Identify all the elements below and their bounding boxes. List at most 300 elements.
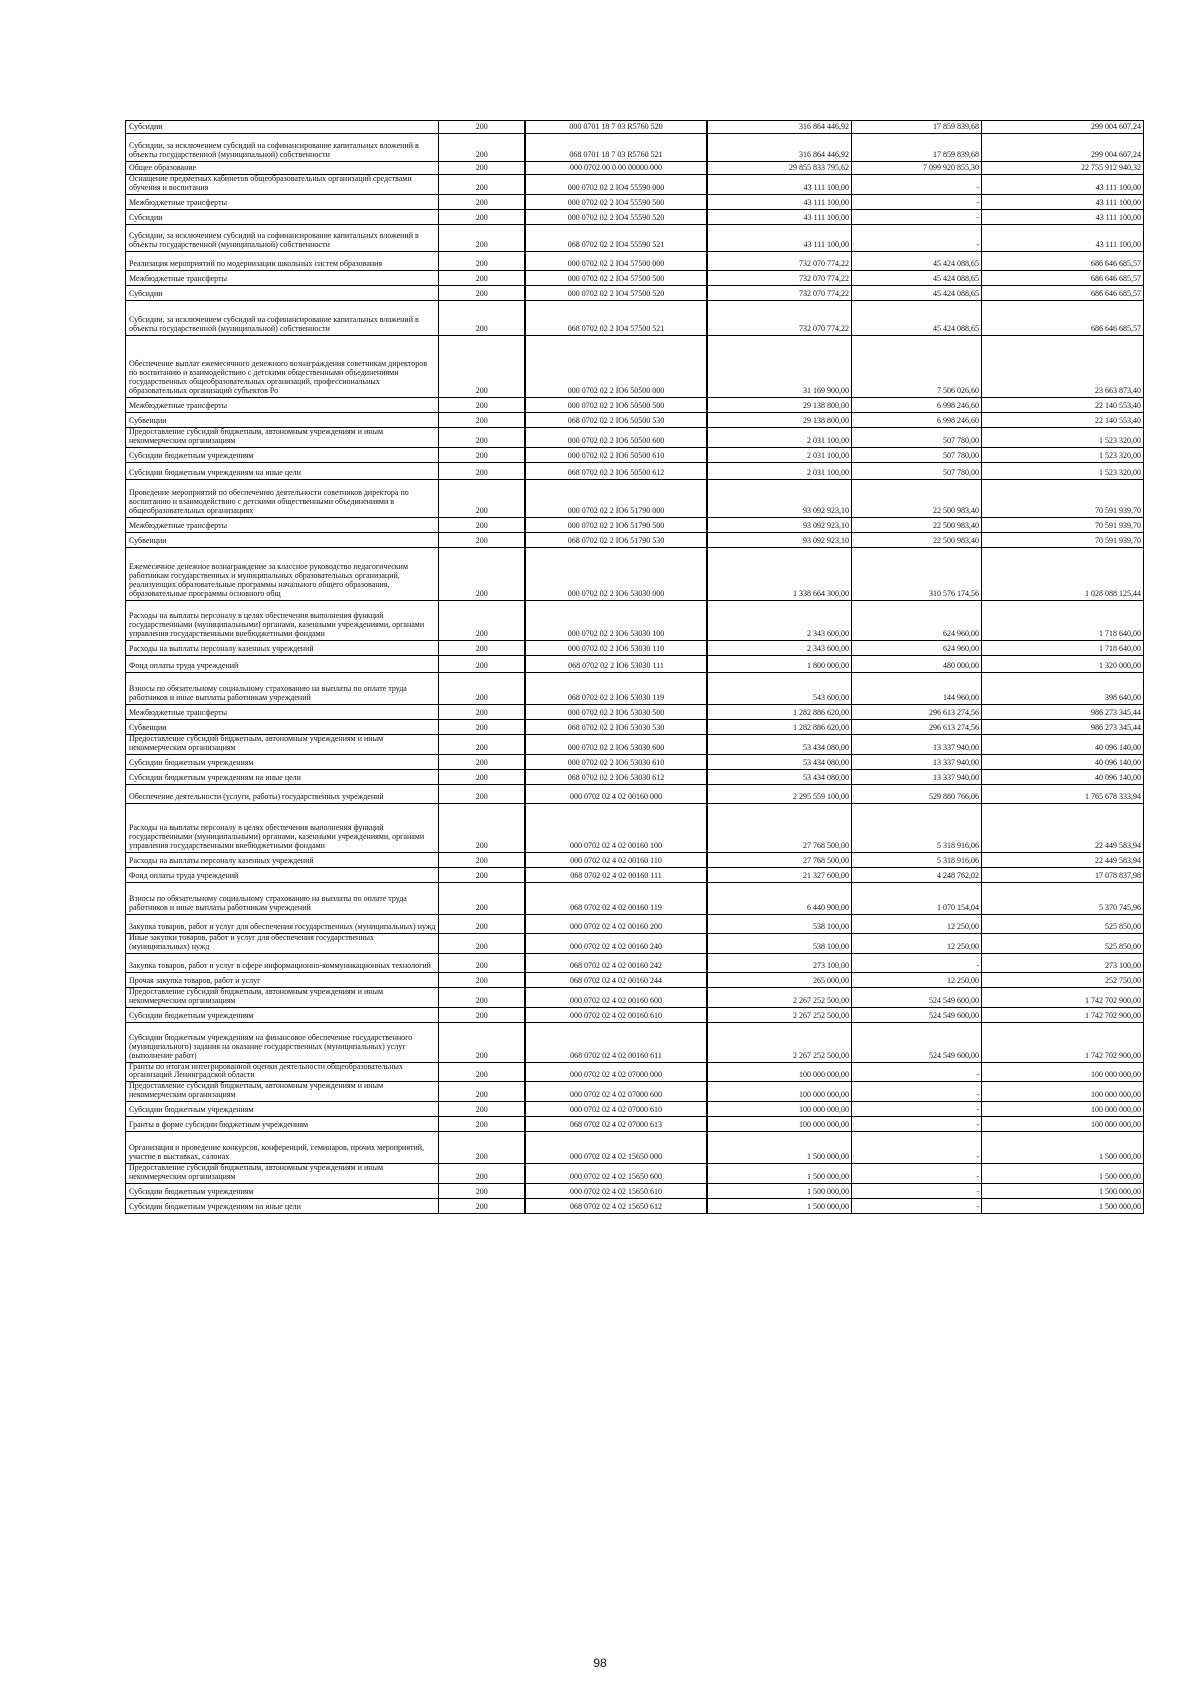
row-name: Субсидии бюджетным учреждениям — [126, 1102, 439, 1117]
row-kbk: 000 0702 02 2 IO6 51790 500 — [525, 517, 707, 532]
row-approved: 1 338 664 300,00 — [707, 547, 852, 600]
row-unexecuted: 1 742 702 900,00 — [982, 1007, 1144, 1022]
row-approved: 732 070 774,22 — [707, 251, 852, 270]
row-approved: 2 031 100,00 — [707, 427, 852, 447]
row-executed: - — [852, 953, 982, 972]
row-code: 200 — [439, 914, 525, 933]
row-executed: 7 099 920 855,30 — [852, 162, 982, 175]
row-kbk: 068 0702 02 2 IO6 51790 530 — [525, 532, 707, 547]
row-executed: 22 500 983,40 — [852, 517, 982, 532]
row-approved: 53 434 080,00 — [707, 769, 852, 784]
row-kbk: 068 0702 02 4 02 07000 613 — [525, 1117, 707, 1132]
row-kbk: 000 0702 02 2 IO4 55590 000 — [525, 175, 707, 195]
row-name: Субсидии бюджетным учреждениям на финансовое обеспечение государственного (муниципального) задания на оказание государственных (муниципальных) услуг (выполнение работ) — [126, 1022, 439, 1062]
row-approved: 316 864 446,92 — [707, 121, 852, 134]
row-unexecuted: 22 755 912 940,32 — [982, 162, 1144, 175]
row-code: 200 — [439, 270, 525, 285]
row-kbk: 000 0702 02 2 IO6 53030 610 — [525, 754, 707, 769]
row-executed: 144 960,00 — [852, 672, 982, 704]
row-approved: 43 111 100,00 — [707, 175, 852, 195]
row-kbk: 000 0702 02 2 IO6 53030 100 — [525, 600, 707, 640]
row-executed: 13 337 940,00 — [852, 769, 982, 784]
row-approved: 2 031 100,00 — [707, 462, 852, 479]
row-approved: 2 267 252 500,00 — [707, 987, 852, 1007]
row-approved: 1 500 000,00 — [707, 1199, 852, 1214]
row-executed: - — [852, 194, 982, 209]
row-executed: 45 424 088,65 — [852, 270, 982, 285]
row-code: 200 — [439, 852, 525, 867]
row-name: Расходы на выплаты персоналу казенных учреждений — [126, 640, 439, 655]
row-name: Субсидии — [126, 121, 439, 134]
row-code: 200 — [439, 1007, 525, 1022]
row-name: Фонд оплаты труда учреждений — [126, 867, 439, 882]
row-name: Субсидии, за исключением субсидий на софинансирование капитальных вложений в объекты государственной (муниципальной) собственности — [126, 134, 439, 162]
row-approved: 2 267 252 500,00 — [707, 1022, 852, 1062]
row-name: Субвенции — [126, 412, 439, 427]
row-name: Предоставление субсидий бюджетным, автономным учреждениям и иным некоммерческим организациям — [126, 1164, 439, 1184]
row-code: 200 — [439, 335, 525, 397]
row-unexecuted: 299 004 607,24 — [982, 121, 1144, 134]
row-code: 200 — [439, 600, 525, 640]
row-executed: 296 613 274,56 — [852, 704, 982, 719]
row-approved: 21 327 600,00 — [707, 867, 852, 882]
row-executed: 480 000,00 — [852, 655, 982, 672]
row-code: 200 — [439, 1022, 525, 1062]
row-code: 200 — [439, 427, 525, 447]
row-executed: 5 318 916,06 — [852, 852, 982, 867]
row-approved: 93 092 923,10 — [707, 517, 852, 532]
row-approved: 93 092 923,10 — [707, 532, 852, 547]
row-unexecuted: 299 004 607,24 — [982, 134, 1144, 162]
row-executed: - — [852, 1102, 982, 1117]
row-approved: 43 111 100,00 — [707, 194, 852, 209]
row-executed: 524 549 600,00 — [852, 987, 982, 1007]
row-name: Закупка товаров, работ и услуг в сфере информационно-коммуникационных технологий — [126, 953, 439, 972]
row-executed: 13 337 940,00 — [852, 734, 982, 754]
row-executed: 22 500 983,40 — [852, 479, 982, 517]
row-approved: 29 138 800,00 — [707, 412, 852, 427]
row-kbk: 068 0702 02 2 IO6 53030 111 — [525, 655, 707, 672]
row-unexecuted: 70 591 939,70 — [982, 479, 1144, 517]
row-name: Субсидии бюджетным учреждениям — [126, 754, 439, 769]
row-approved: 100 000 000,00 — [707, 1082, 852, 1102]
row-code: 200 — [439, 734, 525, 754]
row-unexecuted: 686 646 685,57 — [982, 270, 1144, 285]
row-kbk: 068 0701 18 7 03 R5760 521 — [525, 134, 707, 162]
row-code: 200 — [439, 194, 525, 209]
row-kbk: 068 0702 02 2 IO6 53030 530 — [525, 719, 707, 734]
row-unexecuted: 273 100,00 — [982, 953, 1144, 972]
table-row — [126, 1022, 1144, 1062]
table-row — [126, 914, 1144, 933]
row-name: Расходы на выплаты персоналу в целях обеспечения выполнения функций государственными (муниципальными) органами, казенными учреждениями, органами управления государственными внебюджетными фондами — [126, 600, 439, 640]
row-approved: 732 070 774,22 — [707, 300, 852, 335]
table-row — [126, 655, 1144, 672]
row-code: 200 — [439, 397, 525, 412]
row-unexecuted: 525 850,00 — [982, 914, 1144, 933]
row-approved: 29 138 800,00 — [707, 397, 852, 412]
row-approved: 31 169 900,00 — [707, 335, 852, 397]
table-row — [126, 412, 1144, 427]
row-kbk: 068 0702 02 2 IO4 55590 521 — [525, 224, 707, 251]
row-approved: 732 070 774,22 — [707, 285, 852, 300]
table-row — [126, 1117, 1144, 1132]
row-unexecuted: 100 000 000,00 — [982, 1082, 1144, 1102]
row-name: Межбюджетные трансферты — [126, 194, 439, 209]
table-row — [126, 754, 1144, 769]
table-row — [126, 672, 1144, 704]
row-unexecuted: 1 718 640,00 — [982, 600, 1144, 640]
row-executed: 22 500 983,40 — [852, 532, 982, 547]
row-executed: 45 424 088,65 — [852, 285, 982, 300]
row-name: Предоставление субсидий бюджетным, автономным учреждениям и иным некоммерческим организациям — [126, 1082, 439, 1102]
row-name: Субсидии бюджетным учреждениям на иные цели — [126, 1199, 439, 1214]
row-name: Субвенции — [126, 719, 439, 734]
row-name: Оснащение предметных кабинетов общеобразовательных организаций средствами обучения и воспитания — [126, 175, 439, 195]
row-approved: 732 070 774,22 — [707, 270, 852, 285]
row-unexecuted: 70 591 939,70 — [982, 532, 1144, 547]
table-row — [126, 704, 1144, 719]
row-approved: 538 100,00 — [707, 933, 852, 953]
row-kbk: 000 0702 02 4 02 00160 240 — [525, 933, 707, 953]
table-row — [126, 734, 1144, 754]
row-code: 200 — [439, 972, 525, 987]
row-executed: - — [852, 1062, 982, 1082]
row-kbk: 000 0702 02 4 02 15650 000 — [525, 1132, 707, 1164]
row-code: 200 — [439, 1199, 525, 1214]
row-unexecuted: 43 111 100,00 — [982, 175, 1144, 195]
row-unexecuted: 5 370 745,96 — [982, 882, 1144, 914]
table-row — [126, 335, 1144, 397]
row-unexecuted: 1 500 000,00 — [982, 1164, 1144, 1184]
table-row — [126, 397, 1144, 412]
row-kbk: 000 0702 02 4 02 15650 600 — [525, 1164, 707, 1184]
row-approved: 43 111 100,00 — [707, 209, 852, 224]
row-approved: 1 282 886 620,00 — [707, 719, 852, 734]
table-row — [126, 1082, 1144, 1102]
table-row — [126, 1102, 1144, 1117]
row-name: Расходы на выплаты персоналу казенных учреждений — [126, 852, 439, 867]
budget-execution-table — [125, 120, 1144, 1214]
table-row — [126, 1132, 1144, 1164]
table-row — [126, 251, 1144, 270]
row-executed: 524 549 600,00 — [852, 1022, 982, 1062]
row-code: 200 — [439, 462, 525, 479]
row-executed: - — [852, 1184, 982, 1199]
row-approved: 27 768 500,00 — [707, 852, 852, 867]
row-name: Обеспечение выплат ежемесячного денежного вознаграждения советникам директоров по воспитанию и взаимодействию с детскими общественными объединениями государственных общеобразовательных организаций, профессиональных образовательных организаций субъектов Ро — [126, 335, 439, 397]
table-row — [126, 933, 1144, 953]
row-executed: - — [852, 175, 982, 195]
row-name: Ежемесячное денежное вознаграждение за классное руководство педагогическим работникам государственных и муниципальных образовательных организаций, реализующих образовательные программы начального общего образования, образовательные программы основного общ — [126, 547, 439, 600]
row-kbk: 000 0702 02 2 IO6 50500 600 — [525, 427, 707, 447]
row-code: 200 — [439, 754, 525, 769]
row-executed: 45 424 088,65 — [852, 251, 982, 270]
row-executed: 6 998 246,60 — [852, 397, 982, 412]
row-approved: 100 000 000,00 — [707, 1062, 852, 1082]
row-executed: 1 070 154,04 — [852, 882, 982, 914]
row-approved: 53 434 080,00 — [707, 754, 852, 769]
row-executed: - — [852, 209, 982, 224]
table-row — [126, 719, 1144, 734]
row-kbk: 068 0702 02 2 IO4 57500 521 — [525, 300, 707, 335]
row-code: 200 — [439, 953, 525, 972]
row-kbk: 068 0702 02 4 02 00160 611 — [525, 1022, 707, 1062]
row-kbk: 068 0702 02 4 02 00160 244 — [525, 972, 707, 987]
row-kbk: 000 0702 02 2 IO6 51790 000 — [525, 479, 707, 517]
table-row — [126, 121, 1144, 134]
row-name: Субсидии, за исключением субсидий на софинансирование капитальных вложений в объекты государственной (муниципальной) собственности — [126, 224, 439, 251]
row-unexecuted: 1 718 640,00 — [982, 640, 1144, 655]
row-name: Предоставление субсидий бюджетным, автономным учреждениям и иным некоммерческим организациям — [126, 734, 439, 754]
row-executed: 524 549 600,00 — [852, 1007, 982, 1022]
row-kbk: 000 0702 02 2 IO6 50500 500 — [525, 397, 707, 412]
row-kbk: 000 0702 02 2 IO4 57500 000 — [525, 251, 707, 270]
row-name: Общее образование — [126, 162, 439, 175]
row-name: Взносы по обязательному социальному страхованию на выплаты по оплате труда работников и иные выплаты работникам учреждений — [126, 672, 439, 704]
row-unexecuted: 17 078 837,98 — [982, 867, 1144, 882]
row-code: 200 — [439, 784, 525, 803]
table-row — [126, 194, 1144, 209]
row-code: 200 — [439, 769, 525, 784]
row-unexecuted: 686 646 685,57 — [982, 285, 1144, 300]
row-name: Гранты в форме субсидии бюджетным учреждениям — [126, 1117, 439, 1132]
row-unexecuted: 252 750,00 — [982, 972, 1144, 987]
row-unexecuted: 686 646 685,57 — [982, 251, 1144, 270]
row-name: Межбюджетные трансферты — [126, 517, 439, 532]
table-row — [126, 1007, 1144, 1022]
table-row — [126, 784, 1144, 803]
table-row — [126, 987, 1144, 1007]
row-unexecuted: 40 096 140,00 — [982, 754, 1144, 769]
row-name: Межбюджетные трансферты — [126, 270, 439, 285]
row-code: 200 — [439, 1184, 525, 1199]
table-row — [126, 953, 1144, 972]
row-code: 200 — [439, 224, 525, 251]
row-name: Предоставление субсидий бюджетным, автономным учреждениям и иным некоммерческим организациям — [126, 427, 439, 447]
row-code: 200 — [439, 285, 525, 300]
table-row — [126, 1199, 1144, 1214]
row-unexecuted: 1 765 678 333,94 — [982, 784, 1144, 803]
row-executed: 45 424 088,65 — [852, 300, 982, 335]
row-executed: - — [852, 1132, 982, 1164]
row-executed: 310 576 174,56 — [852, 547, 982, 600]
row-kbk: 000 0702 02 2 IO6 53030 600 — [525, 734, 707, 754]
row-kbk: 000 0702 02 4 02 07000 610 — [525, 1102, 707, 1117]
row-name: Субсидии бюджетным учреждениям на иные цели — [126, 769, 439, 784]
row-unexecuted: 100 000 000,00 — [982, 1117, 1144, 1132]
row-approved: 316 864 446,92 — [707, 134, 852, 162]
row-name: Межбюджетные трансферты — [126, 397, 439, 412]
row-unexecuted: 40 096 140,00 — [982, 769, 1144, 784]
row-code: 200 — [439, 134, 525, 162]
row-unexecuted: 40 096 140,00 — [982, 734, 1144, 754]
row-executed: 17 859 839,68 — [852, 121, 982, 134]
row-unexecuted: 1 523 320,00 — [982, 447, 1144, 462]
row-executed: 624 960,00 — [852, 600, 982, 640]
table-row — [126, 427, 1144, 447]
table-row — [126, 882, 1144, 914]
table-row — [126, 769, 1144, 784]
row-name: Проведение мероприятий по обеспечению деятельности советников директора по воспитанию и взаимодействию с детскими общественными объединениями в общеобразовательных организациях — [126, 479, 439, 517]
row-name: Субвенции — [126, 532, 439, 547]
row-kbk: 068 0702 02 2 IO6 50500 612 — [525, 462, 707, 479]
table-row — [126, 134, 1144, 162]
row-code: 200 — [439, 655, 525, 672]
row-kbk: 000 0702 02 4 02 00160 100 — [525, 803, 707, 852]
row-code: 200 — [439, 251, 525, 270]
table-row — [126, 224, 1144, 251]
row-code: 200 — [439, 1132, 525, 1164]
row-unexecuted: 1 500 000,00 — [982, 1132, 1144, 1164]
row-code: 200 — [439, 640, 525, 655]
row-unexecuted: 22 449 583,94 — [982, 803, 1144, 852]
row-unexecuted: 525 850,00 — [982, 933, 1144, 953]
row-unexecuted: 1 742 702 900,00 — [982, 987, 1144, 1007]
row-code: 200 — [439, 479, 525, 517]
table-row — [126, 285, 1144, 300]
row-code: 200 — [439, 209, 525, 224]
row-executed: 12 250,00 — [852, 933, 982, 953]
row-executed: 12 250,00 — [852, 914, 982, 933]
table-row — [126, 300, 1144, 335]
row-executed: - — [852, 224, 982, 251]
row-name: Расходы на выплаты персоналу в целях обеспечения выполнения функций государственными (муниципальными) органами, казенными учреждениями, органами управления государственными внебюджетными фондами — [126, 803, 439, 852]
table-row — [126, 162, 1144, 175]
row-unexecuted: 43 111 100,00 — [982, 224, 1144, 251]
row-kbk: 000 0701 18 7 03 R5760 520 — [525, 121, 707, 134]
row-name: Субсидии — [126, 285, 439, 300]
row-unexecuted: 1 500 000,00 — [982, 1199, 1144, 1214]
row-kbk: 000 0702 02 2 IO6 53030 110 — [525, 640, 707, 655]
row-code: 200 — [439, 517, 525, 532]
table-body — [126, 121, 1144, 1214]
row-executed: 624 960,00 — [852, 640, 982, 655]
row-executed: - — [852, 1117, 982, 1132]
row-approved: 273 100,00 — [707, 953, 852, 972]
row-name: Межбюджетные трансферты — [126, 704, 439, 719]
row-unexecuted: 43 111 100,00 — [982, 194, 1144, 209]
row-code: 200 — [439, 300, 525, 335]
row-kbk: 000 0702 02 2 IO6 50500 610 — [525, 447, 707, 462]
row-kbk: 000 0702 02 2 IO4 57500 500 — [525, 270, 707, 285]
row-name: Иные закупки товаров, работ и услуг для обеспечения государственных (муниципальных) нужд — [126, 933, 439, 953]
row-executed: - — [852, 1164, 982, 1184]
row-code: 200 — [439, 719, 525, 734]
row-unexecuted: 1 742 702 900,00 — [982, 1022, 1144, 1062]
row-code: 200 — [439, 1062, 525, 1082]
row-kbk: 000 0702 02 2 IO6 53030 500 — [525, 704, 707, 719]
table-row — [126, 517, 1144, 532]
row-unexecuted: 22 449 583,94 — [982, 852, 1144, 867]
row-code: 200 — [439, 987, 525, 1007]
row-code: 200 — [439, 1117, 525, 1132]
row-code: 200 — [439, 175, 525, 195]
row-unexecuted: 70 591 939,70 — [982, 517, 1144, 532]
row-kbk: 000 0702 02 2 IO6 53030 000 — [525, 547, 707, 600]
row-name: Фонд оплаты труда учреждений — [126, 655, 439, 672]
row-unexecuted: 1 523 320,00 — [982, 427, 1144, 447]
row-kbk: 068 0702 02 2 IO6 50500 530 — [525, 412, 707, 427]
row-approved: 538 100,00 — [707, 914, 852, 933]
row-kbk: 000 0702 02 2 IO4 55590 520 — [525, 209, 707, 224]
row-name: Прочая закупка товаров, работ и услуг — [126, 972, 439, 987]
row-name: Реализация мероприятий по модернизации школьных систем образования — [126, 251, 439, 270]
row-kbk: 000 0702 02 2 IO6 50500 000 — [525, 335, 707, 397]
row-kbk: 000 0702 02 4 02 00160 110 — [525, 852, 707, 867]
row-approved: 29 855 833 795,62 — [707, 162, 852, 175]
table-row — [126, 547, 1144, 600]
row-unexecuted: 986 273 345,44 — [982, 704, 1144, 719]
row-name: Предоставление субсидий бюджетным, автономным учреждениям и иным некоммерческим организациям — [126, 987, 439, 1007]
row-code: 200 — [439, 547, 525, 600]
row-unexecuted: 23 663 873,40 — [982, 335, 1144, 397]
row-approved: 1 800 000,00 — [707, 655, 852, 672]
table-row — [126, 270, 1144, 285]
row-name: Субсидии бюджетным учреждениям — [126, 447, 439, 462]
table-row — [126, 447, 1144, 462]
row-approved: 1 500 000,00 — [707, 1184, 852, 1199]
row-code: 200 — [439, 882, 525, 914]
row-code: 200 — [439, 704, 525, 719]
row-name: Закупка товаров, работ и услуг для обеспечения государственных (муниципальных) нужд — [126, 914, 439, 933]
row-unexecuted: 1 500 000,00 — [982, 1184, 1144, 1199]
table-row — [126, 209, 1144, 224]
row-unexecuted: 1 320 000,00 — [982, 655, 1144, 672]
row-name: Субсидии бюджетным учреждениям — [126, 1184, 439, 1199]
table-row — [126, 479, 1144, 517]
row-name: Взносы по обязательному социальному страхованию на выплаты по оплате труда работников и иные выплаты работникам учреждений — [126, 882, 439, 914]
row-executed: 4 248 762,02 — [852, 867, 982, 882]
row-unexecuted: 686 646 685,57 — [982, 300, 1144, 335]
table-row — [126, 1062, 1144, 1082]
row-unexecuted: 22 140 553,40 — [982, 412, 1144, 427]
row-name: Субсидии бюджетным учреждениям — [126, 1007, 439, 1022]
row-unexecuted: 398 640,00 — [982, 672, 1144, 704]
row-approved: 93 092 923,10 — [707, 479, 852, 517]
table-row — [126, 640, 1144, 655]
table-row — [126, 600, 1144, 640]
row-unexecuted: 1 523 320,00 — [982, 462, 1144, 479]
row-name: Субсидии бюджетным учреждениям на иные цели — [126, 462, 439, 479]
row-kbk: 068 0702 02 2 IO6 53030 119 — [525, 672, 707, 704]
row-name: Обеспечение деятельности (услуги, работы) государственных учреждений — [126, 784, 439, 803]
row-approved: 53 434 080,00 — [707, 734, 852, 754]
row-approved: 1 500 000,00 — [707, 1132, 852, 1164]
row-kbk: 000 0702 02 4 02 00160 610 — [525, 1007, 707, 1022]
row-code: 200 — [439, 933, 525, 953]
table-row — [126, 972, 1144, 987]
row-code: 200 — [439, 1164, 525, 1184]
row-executed: 13 337 940,00 — [852, 754, 982, 769]
row-approved: 2 295 559 100,00 — [707, 784, 852, 803]
row-code: 200 — [439, 412, 525, 427]
row-kbk: 000 0702 02 2 IO4 57500 520 — [525, 285, 707, 300]
row-approved: 265 000,00 — [707, 972, 852, 987]
row-executed: 7 506 026,60 — [852, 335, 982, 397]
row-approved: 1 282 886 620,00 — [707, 704, 852, 719]
row-executed: 507 780,00 — [852, 447, 982, 462]
row-approved: 100 000 000,00 — [707, 1117, 852, 1132]
row-kbk: 000 0702 02 4 02 07000 000 — [525, 1062, 707, 1082]
table-row — [126, 1184, 1144, 1199]
row-kbk: 000 0702 02 4 02 00160 000 — [525, 784, 707, 803]
row-executed: 529 880 766,06 — [852, 784, 982, 803]
row-executed: 5 318 916,06 — [852, 803, 982, 852]
row-executed: 296 613 274,56 — [852, 719, 982, 734]
table-row — [126, 852, 1144, 867]
row-executed: - — [852, 1082, 982, 1102]
